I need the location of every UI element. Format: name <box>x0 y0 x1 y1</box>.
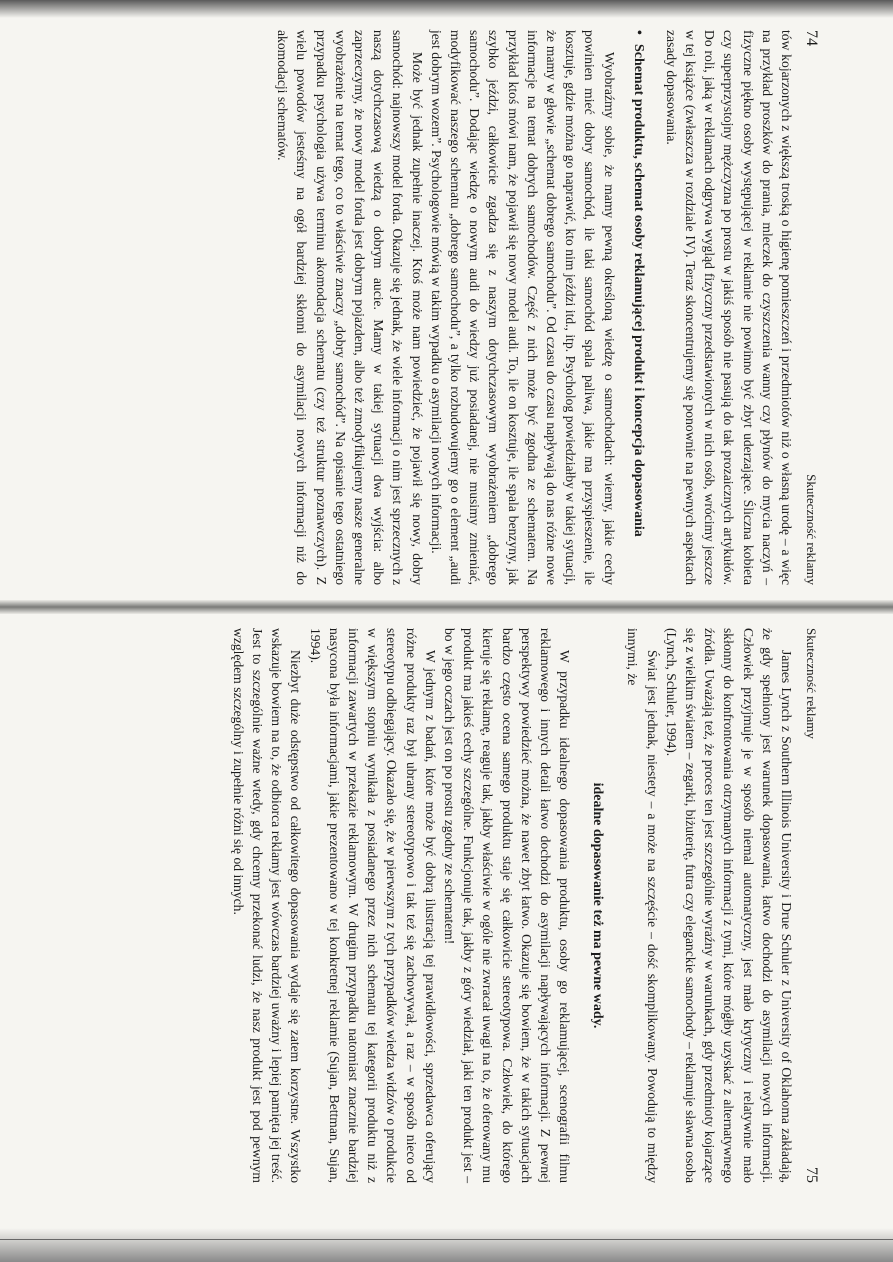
paragraph: tów kojarzonych z większą troską o higienę pomieszczeń i przedmiotów niż o własną urodę – a więc na przykład proszków do prania, mleczek do czyszczenia wanny czy płynów do mycia naczyń – fizyczne piękno osoby występującej w reklamie nie powinno być zbyt uderzające. Śliczna kobieta czy superprzystojny mężczyzna po prostu w jakiś sposób nie pasują do tak prozaicznych artykułów. Do roli, jaką w reklamach odgrywa wygląd fizyczny przedstawionych w nich osób, wrócimy jeszcze w tej książce (zwłaszcza w rozdziale IV). Teraz skoncentrujemy się ponownie na pewnych aspektach zasady dopasowania. <box>663 30 794 585</box>
page-74-header <box>802 30 820 585</box>
paragraph: Może być jednak zupełnie inaczej. Ktoś może nam powiedzieć, że pojawił się nowy, dobry samochód: najnowszy model forda. Okazuje się jednak, że wiele informacji o nim jest sprzecznych z naszą dotychczasową wiedzą o dobrym aucie. Mamy w takiej sytuacji dwa wyjścia: albo zaprzeczymy, że nowy model forda jest dobrym pojazdem, albo też zmodyfikujemy nasze generalne wyobrażenie na temat tego, co to właściwie znaczy „dobry samochód”. Na opisanie tego ostatniego przypadku psychologia używa terminu akomodacja schematu (czy też struktur poznawczych). Z wielu powodów jesteśmy na ogół bardziej skłonni do asymilacji nowych informacji niż do akomodacji schematów. <box>275 30 425 585</box>
page-75-body <box>229 628 796 1183</box>
section-heading: idealne dopasowanie też ma pewne wady. <box>590 782 606 1029</box>
page-number: 74 <box>803 30 820 46</box>
section-heading: •Schemat produktu, schemat osoby reklamującej produkt i koncepcja dopasowania <box>630 30 646 537</box>
bullet-icon: • <box>630 30 646 35</box>
page-number: 75 <box>803 1167 820 1183</box>
paragraph: James Lynch z Southern Illinois University i Drue Schuler z University of Oklahoma zakładają, że gdy spełniony jest warunek dopasowania, łatwo dochodzi do asymilacji nowych informacji. Człowiek przyjmuje je w sposób niemal automatyczny, jest mało krytyczny i relatywnie mało skłonny do konfrontowania otrzymanych informacji z tymi, które mógłby uzyskać z alternatywnego źródła. Uważają też, że proces ten jest szczególnie wyraźny w warunkach, gdy przedmioty kojarzące się z wielkim światem – zegarki, biżuterię, futra czy eleganckie samochody – reklamuje sławna osoba (Lynch, Schuler, 1994). <box>663 628 794 1183</box>
book-gutter <box>0 600 893 614</box>
paragraph: W jednym z badań, które może być dobrą ilustracją tej prawidłowości, sprzedawca oferujący różne produkty raz był ubrany stereotypowo i tak też się zachowywał, a raz – w sposób nieco od stereotypu odbiegający. Okazało się, że w pierwszym z tych przypadków wiedza widzów o produkcie w większym stopniu wynikała z posiadanego przez nich schematu tej kategorii produktu niż z informacji zawartych w przekazie reklamowym. W drugim przypadku natomiast znacznie bardziej nasycona była informacjami, jakie prezentowano w tej konkretnej reklamie (Sujan, Bettman, Sujan, 1994). <box>307 628 438 1183</box>
paragraph: Niezbyt duże odstępstwo od całkowitego dopasowania wydaje się zatem korzystne. Wszystko wskazuje bowiem na to, że odbiorca reklamy jest wówczas bardziej uważny i lepiej pamięta jej treść. Jest to szczególnie ważne wtedy, gdy chcemy przekonać ludzi, że nasz produkt jest pod pewnym względem szczególny i zupełnie różni się od innych. <box>230 628 304 1183</box>
running-head: Skuteczność reklamy <box>804 628 819 739</box>
paragraph: Wyobraźmy sobie, że mamy pewną określoną wiedzę o samochodach: wiemy, jakie cechy powinien mieć dobry samochód, ile taki samochód spala paliwa, jakie ma przyspieszenie, ile kosztuje, gdzie można go naprawić, kto nim jeździ itd., itp. Psycholog powiedziałby w takiej sytuacji, że mamy w głowie „schemat dobrego samochodu”. Od czasu do czasu napływają do nas różne nowe informacje na temat dobrych samochodów. Część z nich może być zgodna ze schematem. Na przykład ktoś mówi nam, że pojawił się nowy model audi. To, ile on kosztuje, ile spala benzyny, jak szybko jeździ, całkowicie zgadza się z naszym dotychczasowym wyobrażeniem „dobrego samochodu”. Dodając wiedzę o nowym audi do wiedzy już posiadanej, nie musimy zmieniać, modyfikować naszego schematu „dobrego samochodu”, a tylko rozbudowujemy go o element „audi jest dobrym wozem”. Psychologowie mówią w takim wypadku o asymilacji nowych informacji. <box>428 30 617 585</box>
running-head: Skuteczność reklamy <box>804 474 819 585</box>
page-75 <box>30 628 820 1183</box>
scan-shadow-bottom <box>0 1228 893 1262</box>
scan-shadow-top <box>0 0 893 18</box>
page-75-header <box>802 628 820 1183</box>
paragraph: Świat jest jednak, niestety – a może na szczęście – dość skomplikowany. Powodują to między innymi, że <box>625 628 660 1183</box>
paragraph: W przypadku idealnego dopasowania produktu, osoby go reklamującej, scenografii filmu reklamowego i innych detali łatwo dochodzi do asymilacji napływających informacji. Z pewnej perspektywy powiedzieć można, że nawet zbyt łatwo. Okazuje się bowiem, że w takich sytuacjach bardzo często ocena samego produktu staje się całkowicie stereotypowa. Człowiek, do którego kieruje się reklamę, reaguje tak, jakby właściwie w ogóle nie zwracał uwagi na to, że oferowany mu produkt ma jakieś cechy szczególne. Funkcjonuje tak, jakby z góry wiedział, jaki ten produkt jest – bo w jego oczach jest on po prostu zgodny ze schematem! <box>441 628 573 1183</box>
page-74-body <box>273 30 796 585</box>
page-74 <box>30 30 820 585</box>
